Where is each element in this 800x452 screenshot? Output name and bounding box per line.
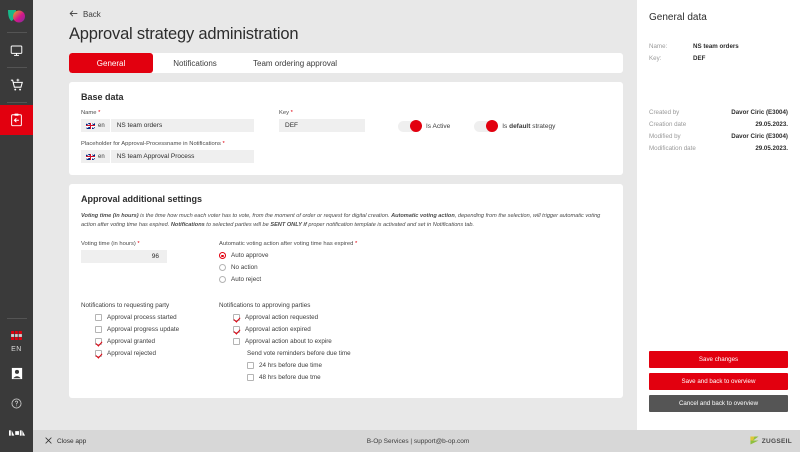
tab-team-ordering-approval[interactable]: Team ordering approval xyxy=(253,58,338,68)
summary-row-name: Name: NS team orders xyxy=(649,43,739,50)
name-input[interactable]: NS team orders xyxy=(111,119,254,132)
uk-flag-icon xyxy=(86,154,95,160)
name-input-group[interactable] xyxy=(81,119,271,132)
radio-no-action[interactable]: No action xyxy=(219,264,357,271)
requesting-party-title: Notifications to requesting party xyxy=(81,302,170,310)
is-active-label: Is Active xyxy=(426,123,451,130)
brand-mark-icon xyxy=(0,418,33,448)
footer-logo xyxy=(750,432,792,450)
radio-auto-reject[interactable]: Auto reject xyxy=(219,276,357,283)
checkbox-indicator xyxy=(95,314,102,321)
footer-logo-text: ZUGSEIL xyxy=(761,437,792,445)
rail-divider xyxy=(7,318,27,319)
arrow-left-icon xyxy=(69,10,78,19)
voting-time-label: Voting time (in hours) * xyxy=(81,241,140,248)
is-default-toggle-group[interactable] xyxy=(474,121,555,132)
is-default-label: Is default strategy xyxy=(502,123,556,130)
is-active-toggle-group[interactable] xyxy=(398,121,450,132)
required-marker: * xyxy=(290,110,293,116)
checkbox-approval-process-started[interactable]: Approval process started xyxy=(95,314,219,321)
toggle-knob xyxy=(486,120,498,132)
required-marker: * xyxy=(222,141,225,147)
placeholder-language-chip[interactable] xyxy=(81,150,111,163)
metadata-row-modified-by: Modified by Davor Ciric (E3004) xyxy=(649,133,788,140)
checkbox-indicator xyxy=(247,362,254,369)
zugseil-z-icon xyxy=(750,432,759,450)
additional-settings-help: Voting time (in hours) is the time how much each voter has to vote, from the moment of order or request for digital creation. Automatic voting action, depending from the selection, will trigger automatic voting action after voting time has expired. Notifications to selected parties will be SENT ONLY if proper notification template is activated and set in Notifications tab. xyxy=(81,213,601,229)
voting-settings-row xyxy=(81,241,611,288)
approval-additional-settings-card xyxy=(69,184,623,398)
placeholder-language-code: en xyxy=(98,153,105,160)
placeholder-input[interactable]: NS team Approval Process xyxy=(111,150,254,163)
notification-options-row xyxy=(81,302,611,386)
key-label: Key * xyxy=(279,110,293,116)
checkbox-approval-rejected[interactable]: Approval rejected xyxy=(95,350,219,357)
close-app-button[interactable] xyxy=(45,437,86,446)
required-marker: * xyxy=(137,241,140,248)
brand-logo-icon xyxy=(0,0,33,30)
rail-bottom-group xyxy=(0,316,33,452)
checkbox-reminder-24h[interactable]: 24 hrs before due time xyxy=(247,362,351,369)
name-language-chip[interactable] xyxy=(81,119,111,132)
checkbox-indicator xyxy=(233,326,240,333)
back-link[interactable] xyxy=(69,10,101,19)
close-app-label: Close app xyxy=(57,437,87,445)
save-changes-button[interactable]: Save changes xyxy=(649,351,788,368)
metadata-row-modification-date: Modification date 29.05.2023. xyxy=(649,145,788,152)
footer-bar xyxy=(33,430,800,452)
back-label: Back xyxy=(83,10,101,19)
rail-divider xyxy=(7,32,27,33)
tab-bar xyxy=(69,53,623,73)
auto-voting-action-label: Automatic voting action after voting time has expired * xyxy=(219,241,358,248)
checkbox-approval-action-about-to-expire[interactable]: Approval action about to expire xyxy=(233,338,351,345)
rail-divider xyxy=(7,67,27,68)
placeholder-label: Placeholder for Approval-Processname in Notifications * xyxy=(81,141,225,147)
tab-general[interactable]: General xyxy=(69,53,153,73)
is-default-toggle[interactable] xyxy=(474,121,497,132)
center-column xyxy=(37,0,637,452)
checkbox-indicator xyxy=(233,314,240,321)
rail-item-monitor[interactable] xyxy=(0,35,33,65)
checkbox-indicator xyxy=(247,374,254,381)
checkbox-indicator xyxy=(95,326,102,333)
checkbox-indicator xyxy=(95,350,102,357)
rail-divider xyxy=(7,102,27,103)
checkbox-reminder-48h[interactable]: 48 hrs before due tme xyxy=(247,374,351,381)
radio-indicator xyxy=(219,252,226,259)
name-language-code: en xyxy=(98,122,105,129)
reminders-note: Send vote reminders before due time xyxy=(247,350,351,358)
required-marker: * xyxy=(355,241,358,248)
uk-flag-icon xyxy=(86,123,95,129)
language-indicator[interactable]: EN xyxy=(11,346,22,353)
summary-row-key: Key: DEF xyxy=(649,55,706,62)
left-nav-rail xyxy=(0,0,33,452)
metadata-row-created-by: Created by Davor Ciric (E3004) xyxy=(649,109,788,116)
user-icon[interactable] xyxy=(0,358,33,388)
voting-time-input[interactable]: 96 xyxy=(81,250,167,263)
panel-actions xyxy=(649,351,788,442)
general-data-title: General data xyxy=(649,12,707,23)
cancel-and-back-button[interactable]: Cancel and back to overview xyxy=(649,395,788,412)
required-marker: * xyxy=(98,110,101,116)
checkbox-indicator xyxy=(95,338,102,345)
base-data-card xyxy=(69,82,623,175)
toggle-knob xyxy=(410,120,422,132)
metadata-row-creation-date: Creation date 29.05.2023. xyxy=(649,121,788,128)
key-input[interactable]: DEF xyxy=(279,119,365,132)
rail-item-approvals[interactable] xyxy=(0,105,33,135)
save-and-back-button[interactable]: Save and back to overview xyxy=(649,373,788,390)
base-data-title: Base data xyxy=(81,92,124,102)
metadata-group xyxy=(649,109,788,157)
radio-indicator xyxy=(219,264,226,271)
tab-notifications[interactable]: Notifications xyxy=(173,58,217,68)
placeholder-input-group[interactable] xyxy=(81,150,611,163)
help-icon[interactable] xyxy=(0,388,33,418)
name-label: Name * xyxy=(81,110,101,116)
close-icon xyxy=(45,437,52,446)
page-title: Approval strategy administration xyxy=(69,25,299,43)
radio-auto-approve[interactable]: Auto approve xyxy=(219,252,357,259)
rail-item-cart[interactable] xyxy=(0,70,33,100)
checkbox-approval-action-expired[interactable]: Approval action expired xyxy=(233,326,351,333)
radio-indicator xyxy=(219,276,226,283)
checkbox-approval-action-requested[interactable]: Approval action requested xyxy=(233,314,351,321)
flag-icon[interactable] xyxy=(11,327,22,345)
checkbox-approval-granted[interactable]: Approval granted xyxy=(95,338,219,345)
content-row xyxy=(37,0,800,452)
general-data-panel xyxy=(637,0,800,452)
footer-support-text: B-Op Services | support@b-op.com xyxy=(366,437,470,445)
is-active-toggle[interactable] xyxy=(398,121,421,132)
checkbox-approval-progress-update[interactable]: Approval progress update xyxy=(95,326,219,333)
main-area xyxy=(33,0,800,452)
additional-settings-title: Approval additional settings xyxy=(81,194,203,204)
checkbox-indicator xyxy=(233,338,240,345)
approving-parties-title: Notifications to approving parties xyxy=(219,302,311,310)
